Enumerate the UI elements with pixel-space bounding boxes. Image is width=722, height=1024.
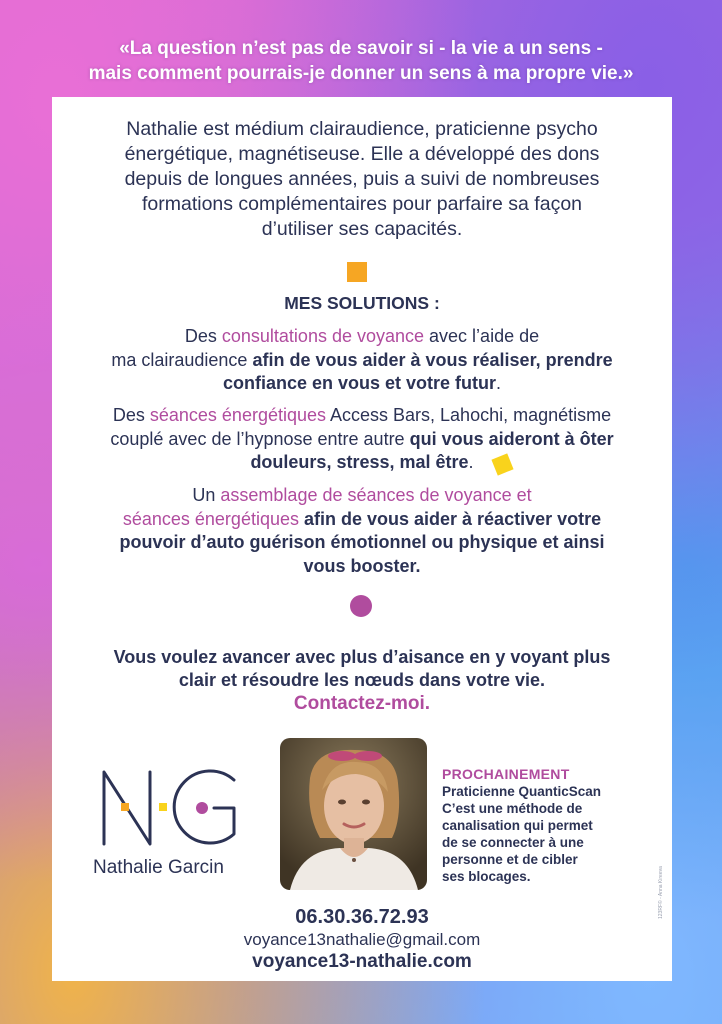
website-link[interactable]: voyance13-nathalie.com xyxy=(252,951,472,972)
brand-name: Nathalie Garcin xyxy=(93,857,224,878)
upcoming-line: canalisation qui permet xyxy=(442,818,593,833)
solution-paragraph-energetic xyxy=(52,404,672,475)
portrait-photo xyxy=(280,738,427,890)
orange-square-icon xyxy=(347,262,367,282)
text-span: Des xyxy=(184,326,222,346)
intro-line: énergétique, magnétiseuse. Elle a développé des dons xyxy=(124,143,600,165)
upcoming-line: ses blocages. xyxy=(442,869,531,884)
contact-cta-link[interactable]: Contactez-moi. xyxy=(293,693,431,714)
text-span: avec l’aide de xyxy=(424,326,540,346)
upcoming-line: personne et de cibler xyxy=(442,852,578,867)
quote-line-1: «La question n’est pas de savoir si - la vie a un sens - xyxy=(119,38,603,59)
upcoming-section xyxy=(442,766,657,885)
text-span: Un xyxy=(192,485,221,505)
text-span: Des xyxy=(112,405,150,425)
upcoming-line: C’est une méthode de xyxy=(442,801,583,816)
phone-number[interactable]: 06.30.36.72.93 xyxy=(295,906,429,928)
text-span: Access Bars, Lahochi, magnétisme xyxy=(326,405,612,425)
text-span: ma clairaudience xyxy=(111,349,253,370)
bold-text: pouvoir d’auto guérison émotionnel ou physique et ainsi xyxy=(119,532,605,552)
upcoming-title: PROCHAINEMENT xyxy=(442,766,570,782)
highlight-text: assemblage de séances de voyance et xyxy=(220,485,532,505)
bold-text: afin de vous aider à réactiver votre xyxy=(298,508,602,529)
header-quote xyxy=(0,36,722,86)
bold-text: qui vous aideront à ôter xyxy=(409,428,614,449)
intro-line: d’utiliser ses capacités. xyxy=(261,218,463,240)
content-panel xyxy=(52,97,672,981)
text-span: . xyxy=(468,452,474,472)
upcoming-line: de se connecter à une xyxy=(442,835,584,850)
upcoming-subtitle: Praticienne QuanticScan xyxy=(442,784,602,799)
bold-text: afin de vous aider à vous réaliser, prendre xyxy=(252,349,613,370)
intro-line: Nathalie est médium clairaudience, praticienne psycho xyxy=(126,118,598,140)
highlight-text: séances énergétiques xyxy=(122,508,299,529)
intro-paragraph xyxy=(52,117,672,242)
closing-paragraph xyxy=(52,646,672,715)
bold-text: vous booster. xyxy=(303,555,421,576)
bold-text: douleurs, stress, mal être xyxy=(250,452,469,472)
quote-line-2: mais comment pourrais-je donner un sens à ma propre vie.» xyxy=(88,63,634,84)
closing-line: clair et résoudre les nœuds dans votre vie. xyxy=(178,670,546,690)
purple-dot-icon xyxy=(350,595,372,617)
text-span: couplé avec de l’hypnose entre autre xyxy=(110,428,410,449)
intro-line: formations complémentaires pour parfaire sa façon xyxy=(141,193,583,215)
intro-line: depuis de longues années, puis a suivi de nombreuses xyxy=(124,168,600,190)
email-address[interactable]: voyance13nathalie@gmail.com xyxy=(243,930,481,949)
photo-credit: 123RF© - Anna Kireeva xyxy=(658,866,664,919)
solution-paragraph-voyance xyxy=(52,325,672,396)
highlight-text: séances énergétiques xyxy=(149,405,326,425)
solutions-title: MES SOLUTIONS : xyxy=(284,293,440,313)
closing-line: Vous voulez avancer avec plus d’aisance en y voyant plus xyxy=(113,647,611,667)
solution-paragraph-combined xyxy=(52,484,672,578)
text-span: . xyxy=(496,373,502,393)
bold-text: confiance en vous et votre futur xyxy=(222,373,497,393)
highlight-text: consultations de voyance xyxy=(221,326,425,346)
